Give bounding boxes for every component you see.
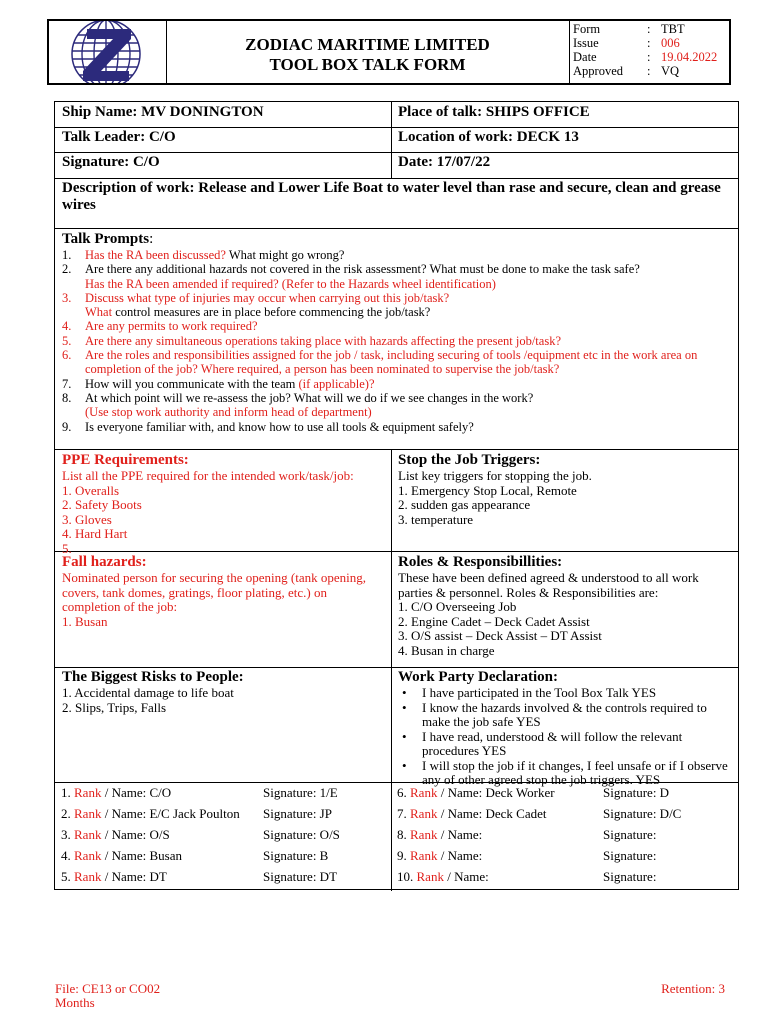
signature-number: 9.: [397, 848, 410, 863]
role-line: parties & personnel. Roles & Responsibilities are:: [398, 584, 659, 600]
role-line: 4. Busan in charge: [398, 642, 495, 658]
form-title: TOOL BOX TALK FORM: [269, 55, 466, 74]
rank-label: Rank: [74, 827, 102, 842]
prompt-text-red: Are any permits to work required?: [85, 319, 258, 334]
signature-row: [397, 869, 489, 885]
prompt-text: [85, 391, 533, 405]
prompt-number: 2.: [62, 262, 72, 277]
prompt-item: [62, 420, 732, 434]
prompt-text-red: (if applicable)?: [298, 376, 375, 391]
ppe-item: 3. Gloves: [62, 511, 112, 527]
rank-label: Rank: [74, 869, 102, 884]
prompt-item: [62, 319, 732, 333]
declaration-text: [422, 730, 682, 759]
bullet-icon: •: [402, 728, 407, 744]
signature-value: Signature: D: [603, 785, 670, 800]
title-cell: [166, 21, 570, 83]
work-description: Description of work: Release and Lower Life Boat to water level than rase and secure, clean and grease wires: [62, 180, 721, 213]
prompt-text: [85, 420, 474, 434]
role-line: These have been defined agreed & understood to all work: [398, 570, 699, 585]
prompt-item: [62, 405, 732, 419]
prompt-text-red: completion of the job? Where required, a person has been nominated to supervise the job/task?: [85, 362, 560, 377]
prompt-text-black: How will you communicate with the team: [85, 376, 299, 391]
prompt-text: [85, 277, 496, 291]
prompt-number: [62, 362, 85, 376]
stop-triggers-title: Stop the Job Triggers:: [398, 452, 541, 468]
signature-leader: Signature: C/O: [62, 154, 160, 170]
meta-colon: :: [647, 36, 651, 50]
declaration-section: [398, 669, 738, 788]
stop-trigger-item: 2. sudden gas appearance: [398, 497, 531, 512]
prompt-number: [62, 305, 85, 319]
prompt-text-red: Discuss what type of injuries may occur when carrying out this job/task?: [85, 290, 450, 305]
role-line: 2. Engine Cadet – Deck Cadet Assist: [398, 613, 590, 629]
stop-triggers-list: [398, 484, 733, 528]
signature-value: Signature: B: [263, 848, 329, 863]
prompt-text-red: Are the roles and responsibilities assigned for the job / task, including securing of tools /equipment etc in the work area on: [85, 348, 698, 363]
declaration-text: [422, 686, 656, 701]
signature-name: / Name: C/O: [101, 785, 172, 800]
meta-colon: :: [647, 22, 651, 36]
prompt-text: [85, 348, 697, 362]
signature-row: [61, 785, 171, 801]
roles-text: [398, 571, 733, 658]
rank-label: Rank: [410, 848, 438, 863]
meta-key: Approved: [573, 64, 623, 78]
ppe-list: [62, 484, 387, 557]
ppe-item: 4. Hard Hart: [62, 526, 128, 541]
meta-row: [573, 22, 733, 36]
declaration-item: [398, 730, 738, 759]
role-line: 3. O/S assist – Deck Assist – DT Assist: [398, 628, 602, 643]
signature-value: Signature:: [603, 827, 657, 842]
prompt-text: [85, 362, 559, 376]
declaration-item: [398, 759, 738, 788]
declaration-line: I know the hazards involved & the controls required to: [422, 699, 707, 715]
prompt-number: 9.: [62, 419, 72, 434]
talk-prompts-section: [62, 231, 732, 434]
prompt-text-red: What: [85, 305, 113, 320]
rank-label: Rank: [416, 869, 444, 884]
prompt-number: 3.: [62, 290, 72, 305]
stop-trigger-item: 3. temperature: [398, 511, 474, 527]
talk-prompts-title: Talk Prompts: [62, 231, 150, 247]
prompt-item: [62, 377, 732, 391]
talk-prompts-colon: :: [149, 231, 154, 247]
signature-number: 2.: [61, 806, 74, 821]
risk-item: 2. Slips, Trips, Falls: [62, 699, 167, 715]
signature-row: [397, 827, 482, 843]
meta-value: 19.04.2022: [661, 50, 718, 64]
signature-number: 8.: [397, 827, 410, 842]
meta-key: Issue: [573, 36, 599, 50]
signature-number: 5.: [61, 869, 74, 884]
risks-list: [62, 686, 387, 715]
signature-name: / Name:: [443, 869, 489, 884]
prompt-text-black: Is everyone familiar with, and know how to use all tools & equipment safely?: [85, 419, 474, 434]
prompt-item: [62, 262, 732, 276]
fall-hazard-line: covers, tank domes, gratings, floor plating, etc.) on: [62, 584, 327, 600]
signature-name: / Name: DT: [101, 869, 167, 884]
bullet-icon: •: [402, 685, 407, 700]
meta-value: VQ: [661, 64, 680, 78]
prompt-text-black: control measures are in place before commencing the job/task?: [112, 305, 431, 320]
place-of-talk: Place of talk: SHIPS OFFICE: [398, 104, 590, 120]
signature-name: / Name:: [437, 848, 483, 863]
prompt-number: 6.: [62, 348, 72, 363]
declaration-line: procedures YES: [422, 743, 507, 758]
signature-value: Signature: O/S: [263, 827, 340, 842]
meta-row: [573, 36, 733, 50]
signature-row: [61, 806, 240, 822]
talk-date: Date: 17/07/22: [398, 154, 491, 170]
signature-name: / Name: Busan: [101, 848, 182, 863]
signature-value: Signature:: [603, 848, 657, 863]
prompt-number: [62, 405, 85, 419]
declaration-title: Work Party Declaration:: [398, 669, 558, 685]
signature-value: Signature:: [603, 869, 657, 884]
fall-hazard-line: Nominated person for securing the opening (tank opening,: [62, 570, 366, 585]
declaration-line: I have participated in the Tool Box Talk YES: [422, 685, 657, 700]
signature-number: 6.: [397, 785, 410, 800]
fall-hazard-line: completion of the job:: [62, 599, 178, 614]
prompt-text: [85, 405, 372, 419]
form-meta: [573, 22, 733, 78]
prompt-text-black: Are there any additional hazards not covered in the risk assessment? What must be done to make the task safe?: [85, 262, 640, 277]
footer-file: [55, 982, 160, 1010]
declaration-line: any of other agreed stop the job triggers. YES: [422, 772, 661, 787]
rank-label: Rank: [410, 806, 438, 821]
prompt-item: [62, 248, 732, 262]
meta-colon: :: [647, 50, 651, 64]
signature-row: [61, 848, 182, 864]
declaration-text: [422, 759, 728, 788]
signature-value: Signature: DT: [263, 869, 338, 884]
logo-cell: [49, 21, 167, 83]
ppe-item: 2. Safety Boots: [62, 497, 142, 512]
roles-title: Roles & Responsibillities:: [398, 554, 563, 570]
signature-row: [397, 785, 555, 801]
stop-triggers-subtitle: List key triggers for stopping the job.: [398, 468, 592, 483]
signature-row: [61, 827, 170, 843]
toolbox-talk-table: [54, 101, 739, 890]
meta-key: Form: [573, 22, 601, 36]
zodiac-logo-icon: [49, 21, 166, 83]
talk-prompts-list: [62, 248, 732, 434]
prompt-text-black: At which point will we re-assess the job? What will we do if we see changes in the work?: [85, 390, 534, 405]
rank-label: Rank: [74, 785, 102, 800]
risks-section: [62, 669, 387, 715]
prompt-text: [85, 305, 430, 319]
meta-key: Date: [573, 50, 597, 64]
declaration-line: I have read, understood & will follow the relevant: [422, 728, 683, 744]
signature-value: Signature: JP: [263, 806, 332, 821]
prompt-text: [85, 262, 640, 276]
prompt-item: [62, 291, 732, 305]
prompt-text-black: What might go wrong?: [225, 248, 345, 262]
declaration-list: [398, 686, 738, 788]
rank-label: Rank: [410, 785, 438, 800]
signature-number: 7.: [397, 806, 410, 821]
prompt-number: 7.: [62, 376, 72, 391]
role-line: 1. C/O Overseeing Job: [398, 599, 517, 614]
footer-retention: Retention: 3: [661, 981, 725, 996]
prompt-item: [62, 305, 732, 319]
prompt-text: [85, 334, 561, 348]
signature-row: [397, 848, 482, 864]
ship-name: Ship Name: MV DONINGTON: [62, 104, 264, 120]
prompt-number: 1.: [62, 248, 72, 262]
form-header: [47, 19, 731, 85]
prompt-number: 5.: [62, 333, 72, 348]
signature-number: 10.: [397, 869, 417, 884]
risks-title: The Biggest Risks to People:: [62, 669, 244, 685]
fall-hazards-title: Fall hazards:: [62, 554, 147, 570]
stop-triggers-section: [398, 452, 733, 527]
rank-label: Rank: [74, 848, 102, 863]
company-name: ZODIAC MARITIME LIMITED: [245, 35, 490, 54]
ppe-item: 1. Overalls: [62, 482, 120, 498]
ppe-item: 5.: [62, 540, 72, 556]
prompt-number: 8.: [62, 390, 72, 405]
prompt-text: [85, 377, 375, 391]
prompt-text-red: (Use stop work authority and inform head of department): [85, 405, 372, 420]
signature-number: 4.: [61, 848, 74, 863]
prompt-item: [62, 348, 732, 362]
signature-name: / Name: O/S: [101, 827, 170, 842]
declaration-item: [398, 686, 738, 701]
ppe-title: PPE Requirements:: [62, 452, 189, 468]
signature-row: [397, 806, 546, 822]
fall-hazards-text: [62, 571, 387, 629]
bullet-icon: •: [402, 699, 407, 715]
prompt-text-red: Are there any simultaneous operations taking place with hazards affecting the present job/task?: [85, 333, 561, 348]
ppe-subtitle: List all the PPE required for the intended work/task/job:: [62, 468, 354, 483]
signature-name: / Name: E/C Jack Poulton: [101, 806, 240, 821]
declaration-line: I will stop the job if it changes, I feel unsafe or if I observe: [422, 757, 728, 773]
location-of-work: Location of work: DECK 13: [398, 129, 579, 145]
bullet-icon: •: [402, 757, 407, 773]
rank-label: Rank: [410, 827, 438, 842]
signature-value: Signature: 1/E: [263, 785, 338, 800]
signature-value: Signature: D/C: [603, 806, 682, 821]
roles-section: [398, 554, 733, 658]
meta-value: TBT: [661, 22, 685, 36]
prompt-text-red: Has the RA been amended if required? (Refer to the Hazards wheel identification): [85, 276, 496, 291]
prompt-item: [62, 362, 732, 376]
signature-name: / Name:: [437, 827, 483, 842]
declaration-line: make the job safe YES: [422, 714, 541, 729]
meta-colon: :: [647, 64, 651, 78]
declaration-item: [398, 701, 738, 730]
fall-hazards-section: [62, 554, 387, 629]
fall-hazard-line: 1. Busan: [62, 613, 108, 629]
footer-file-text: File: CE13 or CO02: [55, 981, 161, 996]
risk-item: 1. Accidental damage to life boat: [62, 685, 234, 700]
signature-name: / Name: Deck Cadet: [437, 806, 547, 821]
footer-months: Months: [55, 995, 95, 1010]
meta-row: [573, 64, 733, 78]
declaration-text: [422, 701, 707, 730]
prompt-item: [62, 391, 732, 405]
signature-row: [61, 869, 167, 885]
signature-number: 3.: [61, 827, 74, 842]
prompt-number: 4.: [62, 319, 72, 334]
prompt-text: [85, 248, 344, 262]
stop-trigger-item: 1. Emergency Stop Local, Remote: [398, 482, 577, 498]
meta-value: 006: [661, 36, 680, 50]
signature-name: / Name: Deck Worker: [437, 785, 555, 800]
rank-label: Rank: [74, 806, 102, 821]
ppe-section: [62, 452, 387, 556]
signature-number: 1.: [61, 785, 74, 800]
prompt-text: [85, 291, 449, 305]
talk-leader: Talk Leader: C/O: [62, 129, 176, 145]
prompt-item: [62, 277, 732, 291]
prompt-item: [62, 334, 732, 348]
prompt-text-red: Has the RA been discussed?: [85, 248, 226, 262]
prompt-number: [62, 277, 85, 291]
prompt-text: [85, 319, 258, 333]
meta-row: [573, 50, 733, 64]
